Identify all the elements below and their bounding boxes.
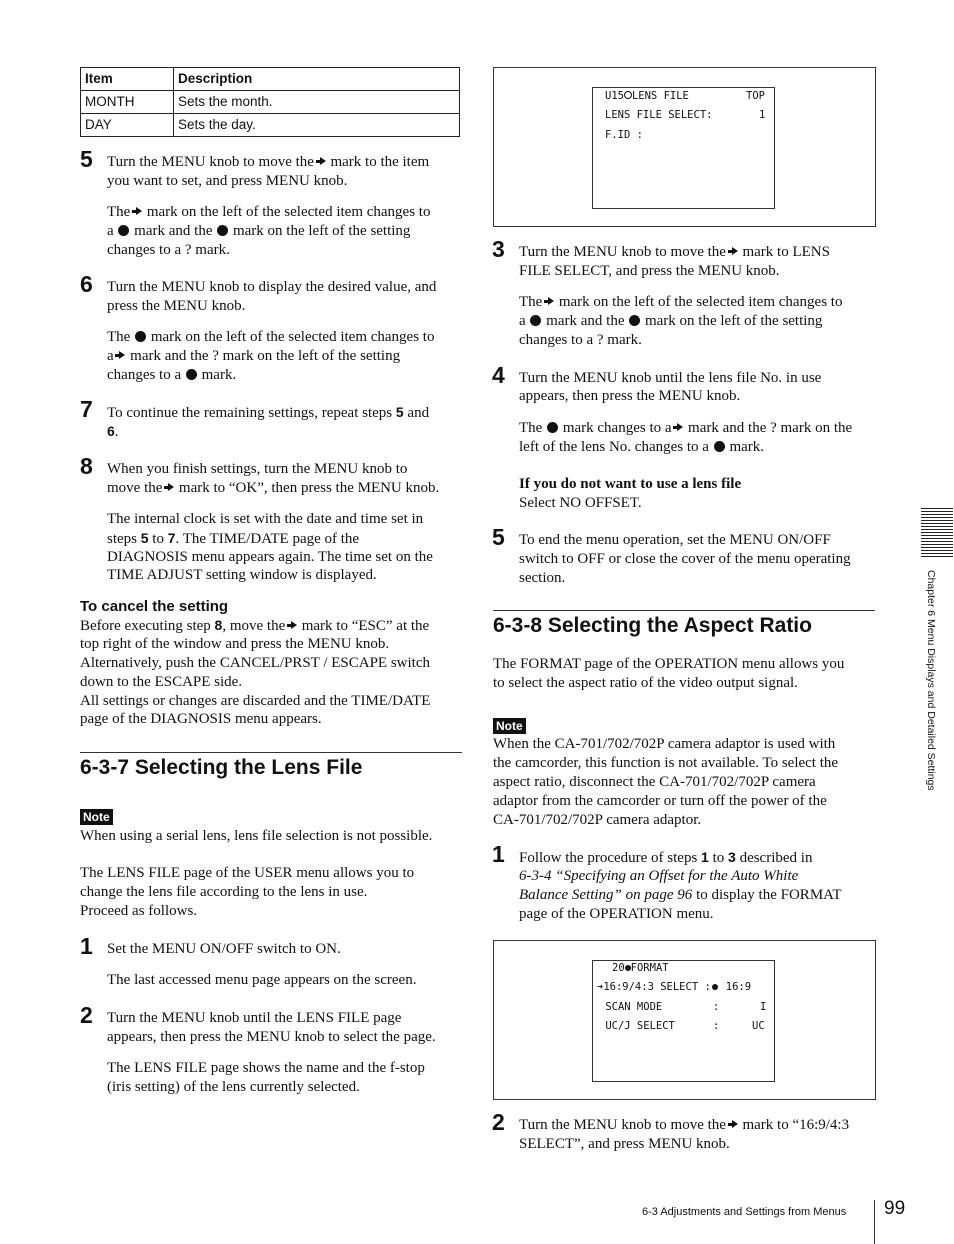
screen-line: LENS FILE SELECT: bbox=[605, 109, 713, 121]
step-text: Follow the procedure of steps 1 to 3 described in bbox=[519, 849, 813, 866]
screen-line: TOP bbox=[746, 90, 765, 102]
step-text: The mark on the left of the selected item changes to bbox=[519, 294, 843, 310]
step-text: The mark on the left of the selected item changes to bbox=[107, 204, 431, 220]
arrow-icon bbox=[119, 351, 125, 359]
step-text: FILE SELECT, and press the MENU knob. bbox=[519, 263, 780, 279]
step-text: you want to set, and press MENU knob. bbox=[107, 173, 348, 189]
step-number: 1 bbox=[80, 933, 93, 959]
table-cell: DAY bbox=[81, 114, 174, 137]
table-cell: Sets the day. bbox=[174, 114, 460, 137]
circle-icon bbox=[624, 91, 632, 99]
step-number: 5 bbox=[80, 146, 93, 172]
step-text: press the MENU knob. bbox=[107, 298, 246, 314]
step-text: When you finish settings, turn the MENU knob to bbox=[107, 461, 408, 477]
step-text: 6. bbox=[107, 423, 119, 440]
screen-line: U15 LENS FILE bbox=[605, 90, 689, 102]
note-text: CA-701/702/702P camera adaptor. bbox=[493, 812, 702, 828]
body-text: change the lens file according to the lens in use. bbox=[80, 884, 368, 900]
cross-reference-link[interactable]: Balance Setting” on page 96 bbox=[519, 887, 693, 903]
step-text: To continue the remaining settings, repeat steps 5 and bbox=[107, 404, 430, 421]
body-text: Alternatively, push the CANCEL/PRST / ESCAPE switch bbox=[80, 655, 431, 671]
table-cell: MONTH bbox=[81, 91, 174, 114]
format-screen bbox=[592, 960, 775, 1082]
step-text: The mark changes to a mark and the ? mark on the bbox=[519, 420, 853, 436]
step-text: Balance Setting” on page 96 to display the FORMAT bbox=[519, 887, 842, 903]
arrow-icon bbox=[136, 207, 142, 215]
step-text: (iris setting) of the lens currently selected. bbox=[107, 1079, 360, 1095]
step-text: The mark on the left of the selected item changes to bbox=[107, 329, 435, 345]
body-text: to select the aspect ratio of the video output signal. bbox=[493, 675, 798, 691]
arrow-icon bbox=[677, 423, 683, 431]
step-text: appears, then press the MENU knob. bbox=[519, 388, 741, 404]
section-rule bbox=[493, 610, 875, 611]
note-text: aspect ratio, disconnect the CA-701/702/702P camera bbox=[493, 774, 816, 790]
table-row bbox=[81, 114, 460, 137]
body-text: The LENS FILE page of the USER menu allows you to bbox=[80, 865, 415, 881]
bullet-dot-icon bbox=[629, 315, 640, 326]
arrow-icon bbox=[548, 297, 554, 305]
cancel-heading: To cancel the setting bbox=[80, 598, 229, 615]
bullet-dot-icon bbox=[217, 225, 228, 236]
lens-file-screen-figure bbox=[493, 67, 876, 227]
step-text: appears, then press the MENU knob to select the page. bbox=[107, 1029, 436, 1045]
bullet-dot-icon bbox=[714, 441, 725, 452]
step-number: 4 bbox=[492, 362, 505, 388]
body-text: down to the ESCAPE side. bbox=[80, 674, 243, 690]
note-text: When the CA-701/702/702P camera adaptor is used with bbox=[493, 736, 836, 752]
screen-line: ➔16:9/4:3 SELECT : 16:9 bbox=[597, 981, 752, 993]
step-text: steps 5 to 7. The TIME/DATE page of the bbox=[107, 530, 360, 547]
step-text: Turn the MENU knob until the lens file No. in use bbox=[519, 370, 822, 386]
screen-line: 1 bbox=[759, 109, 766, 121]
page-number: 99 bbox=[884, 1198, 906, 1219]
step-text: a mark and the mark on the left of the setting bbox=[519, 313, 823, 329]
step-text: page of the OPERATION menu. bbox=[519, 906, 714, 922]
arrow-icon bbox=[320, 157, 326, 165]
step-text: Turn the MENU knob to move the mark to “16:9/4:3 bbox=[519, 1117, 850, 1133]
screen-line: UC/J SELECT bbox=[599, 1020, 675, 1032]
body-text: The FORMAT page of the OPERATION menu allows you bbox=[493, 656, 845, 672]
section-rule bbox=[80, 752, 462, 753]
screen-line: UC bbox=[752, 1020, 765, 1032]
screen-line: : bbox=[713, 1001, 720, 1013]
body-text: page of the DIAGNOSIS menu appears. bbox=[80, 711, 322, 727]
note-label: Note bbox=[80, 809, 113, 825]
step-text: SELECT”, and press MENU knob. bbox=[519, 1136, 730, 1152]
step-text: Select NO OFFSET. bbox=[519, 495, 642, 511]
step-number: 2 bbox=[80, 1002, 93, 1028]
screen-line: : bbox=[713, 1020, 720, 1032]
body-text: All settings or changes are discarded and the TIME/DATE bbox=[80, 693, 431, 709]
step-text: a mark and the ? mark on the left of the setting bbox=[107, 348, 401, 364]
arrow-icon bbox=[732, 247, 738, 255]
screen-line: SCAN MODE bbox=[599, 1001, 663, 1013]
step-number: 5 bbox=[492, 524, 505, 550]
note-text: the camcorder, this function is not available. To select the bbox=[493, 755, 839, 771]
bullet-dot-icon bbox=[135, 331, 146, 342]
body-text: Before executing step 8, move the mark to “ESC” at the bbox=[80, 617, 430, 634]
chapter-label-text: Chapter 6 Menu Displays and Detailed Settings bbox=[925, 570, 937, 791]
step-number: 7 bbox=[80, 396, 93, 422]
table-header-item: Item bbox=[81, 68, 174, 91]
chapter-tab-marker bbox=[921, 508, 953, 558]
arrow-icon bbox=[291, 621, 297, 629]
settings-table bbox=[80, 67, 460, 137]
body-text: top right of the window and press the MENU knob. bbox=[80, 636, 390, 652]
step-text: Turn the MENU knob to move the mark to the item bbox=[107, 154, 430, 170]
body-text: Proceed as follows. bbox=[80, 903, 198, 919]
step-text: The LENS FILE page shows the name and the f-stop bbox=[107, 1060, 425, 1076]
format-screen-figure bbox=[493, 940, 876, 1100]
arrow-icon bbox=[732, 1120, 738, 1128]
step-text: switch to OFF or close the cover of the menu operating bbox=[519, 551, 851, 567]
step-number: 2 bbox=[492, 1109, 505, 1135]
lens-file-screen bbox=[592, 87, 775, 209]
step-text: section. bbox=[519, 570, 566, 586]
bullet-dot-icon bbox=[530, 315, 541, 326]
note-text: When using a serial lens, lens file selection is not possible. bbox=[80, 828, 433, 844]
step-text: left of the lens No. changes to a mark. bbox=[519, 439, 765, 455]
cross-reference-link[interactable]: 6-3-4 “Specifying an Offset for the Auto White bbox=[519, 868, 799, 884]
bullet-dot-icon bbox=[186, 369, 197, 380]
footer-section: 6-3 Adjustments and Settings from Menus bbox=[642, 1206, 847, 1218]
step-number: 6 bbox=[80, 271, 93, 297]
step-text: Turn the MENU knob to display the desired value, and bbox=[107, 279, 437, 295]
step-text: a mark and the mark on the left of the setting bbox=[107, 223, 411, 239]
arrow-icon bbox=[168, 483, 174, 491]
step-text: move the mark to “OK”, then press the MENU knob. bbox=[107, 480, 440, 496]
screen-line: I bbox=[760, 1001, 767, 1013]
step-text: Turn the MENU knob to move the mark to LENS bbox=[519, 244, 830, 260]
table-header-description: Description bbox=[174, 68, 460, 91]
section-title: 6-3-7 Selecting the Lens File bbox=[80, 756, 363, 779]
bullet-dot-icon bbox=[547, 422, 558, 433]
step-text: changes to a mark. bbox=[107, 367, 237, 383]
step-text: TIME ADJUST setting window is displayed. bbox=[107, 567, 377, 583]
step-text: Turn the MENU knob until the LENS FILE page bbox=[107, 1010, 402, 1026]
bullet-dot-icon bbox=[118, 225, 129, 236]
step-text: DIAGNOSIS menu appears again. The time set on the bbox=[107, 549, 433, 565]
step-number: 1 bbox=[492, 841, 505, 867]
step-number: 8 bbox=[80, 453, 93, 479]
table-row bbox=[81, 91, 460, 114]
step-text: The internal clock is set with the date and time set in bbox=[107, 511, 424, 527]
dot-icon bbox=[712, 984, 718, 990]
step-text: To end the menu operation, set the MENU ON/OFF bbox=[519, 532, 831, 548]
note-label: Note bbox=[493, 718, 526, 734]
step-text: changes to a ? mark. bbox=[519, 332, 642, 348]
screen-line: 20 FORMAT bbox=[612, 962, 669, 974]
note-text: adaptor from the camcorder or turn off the power of the bbox=[493, 793, 827, 809]
screen-line: F.ID : bbox=[605, 129, 643, 141]
sub-heading: If you do not want to use a lens file bbox=[519, 476, 742, 492]
chapter-label bbox=[925, 570, 939, 830]
step-text: changes to a ? mark. bbox=[107, 242, 230, 258]
step-text: Set the MENU ON/OFF switch to ON. bbox=[107, 941, 341, 957]
table-cell: Sets the month. bbox=[174, 91, 460, 114]
step-number: 3 bbox=[492, 236, 505, 262]
section-title: 6-3-8 Selecting the Aspect Ratio bbox=[493, 614, 812, 637]
footer-divider bbox=[874, 1200, 875, 1244]
step-text: The last accessed menu page appears on the screen. bbox=[107, 972, 417, 988]
